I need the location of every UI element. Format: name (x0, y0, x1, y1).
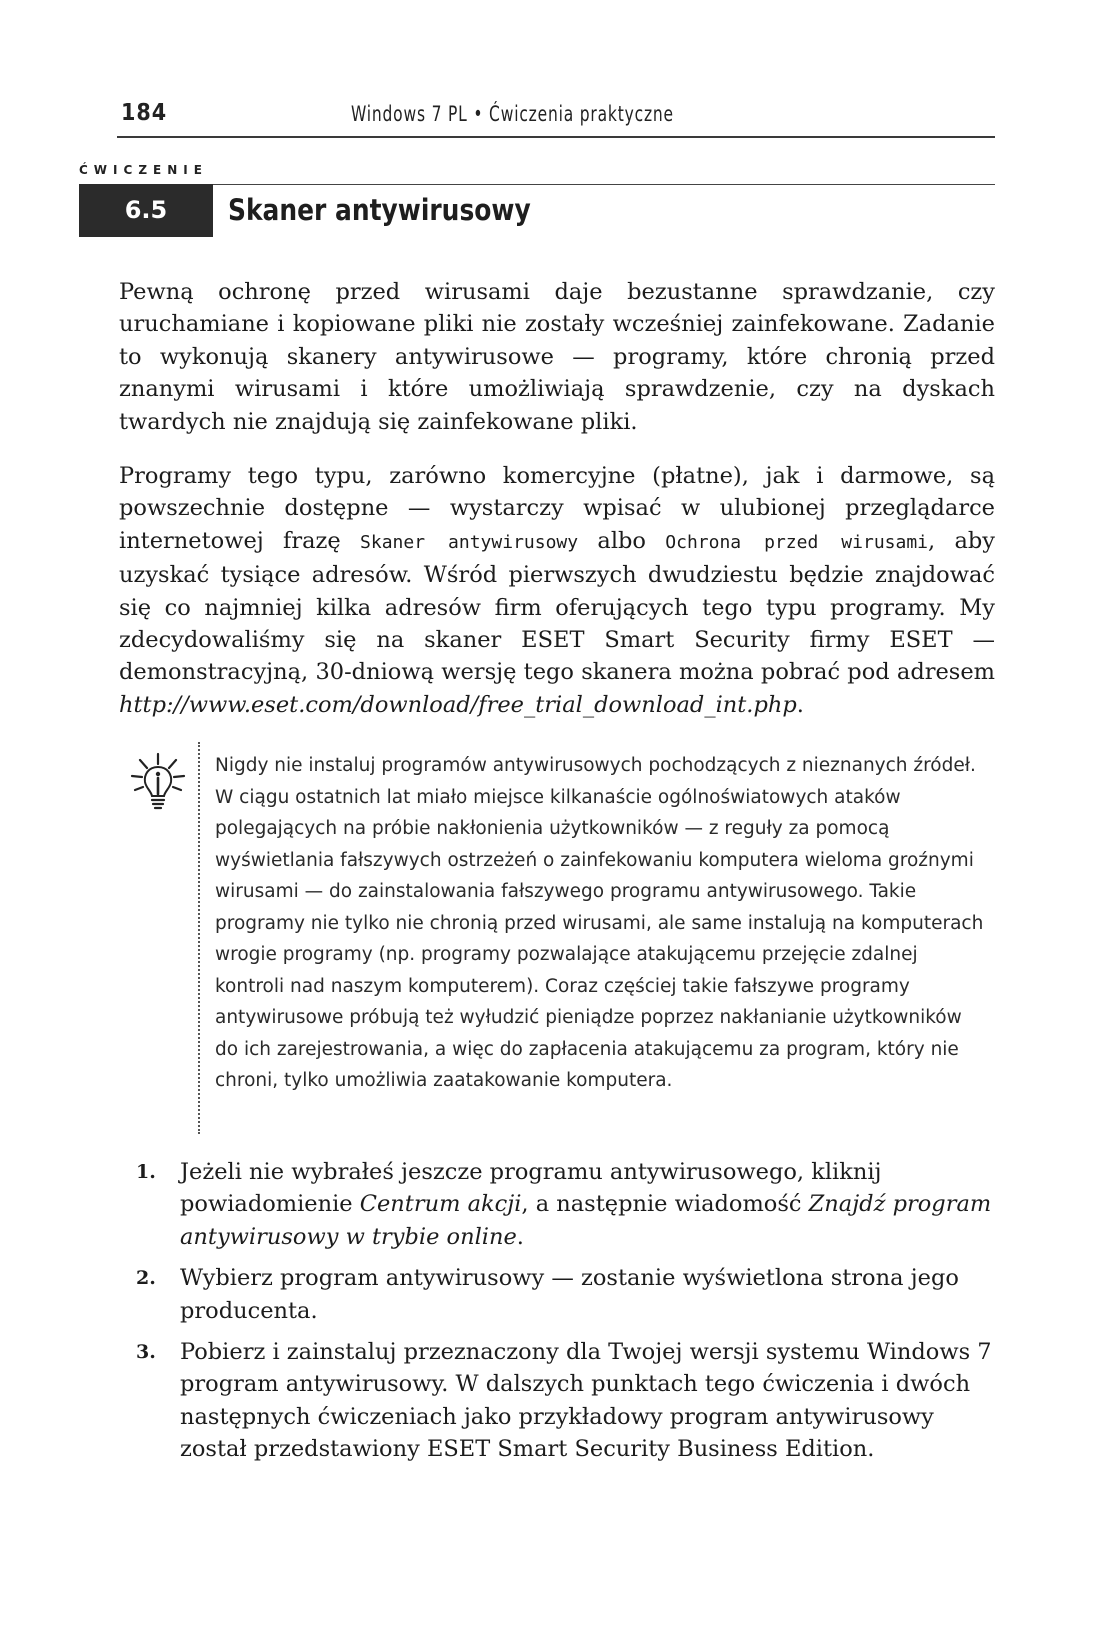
tip-divider (198, 742, 200, 1134)
exercise-divider (79, 184, 995, 185)
intro-paragraph: Pewną ochronę przed wirusami daje bezustanne sprawdzanie, czy uruchamiane i kopiowane pliki nie zostały wcześniej zainfekowane. Zadanie to wykonują skanery antywirusowe — programy, które chronią przed znanymi wirusami i które umożliwiają sprawdzenie, czy na dyskach twardych nie znajdują się zainfekowane pliki. (119, 279, 995, 435)
tip-text: Nigdy nie instaluj programów antywirusowych pochodzących z nieznanych źródeł. W ciągu ostatnich lat miało miejsce kilkanaście ogólnoświatowych ataków polegających na próbie nakłonienia użytkowników — z reguły za pomocą wyświetlania fałszywych ostrzeżeń o zainfekowaniu komputera wieloma groźnymi wirusami — do zainstalowania fałszywego programu antywirusowego. Takie programy nie tylko nie chronią przed wirusami, ale same instalują na komputerach wrogie programy (np. programy pozwalające atakującemu przejęcie zdalnej kontroli nad naszym komputerem). Coraz częściej takie fałszywe programy antywirusowe próbują też wyłudzić pieniądze poprzez nakłanianie użytkowników do ich zarejestrowania, a więc do zapłacenia atakującemu za program, który nie chroni, tylko umożliwia zaatakowanie komputera. (215, 755, 984, 1091)
list-item (136, 1156, 996, 1253)
list-item-number: 2. (136, 1267, 156, 1290)
steps-list (136, 1156, 996, 1475)
search-phrase-1: Skaner antywirusowy (360, 531, 579, 553)
running-title: Windows 7 PL • Ćwiczenia praktyczne (351, 102, 674, 126)
list-item-number: 1. (136, 1161, 156, 1183)
exercise-number: 6.5 (124, 196, 168, 224)
list-item (136, 1336, 996, 1466)
exercise-number-box (79, 184, 213, 237)
step-text: Jeżeli nie wybrałeś jeszcze programu antywirusowego, kliknij powiadomienie (180, 1159, 882, 1218)
step-emphasis: Znajdź program antywirusowy w trybie online (180, 1191, 992, 1250)
step-emphasis: Centrum akcji (359, 1191, 522, 1218)
list-item-number: 3. (136, 1341, 156, 1364)
programs-text-4: . (796, 691, 804, 718)
page-number: 184 (121, 100, 168, 126)
exercise-title: Skaner antywirusowy (228, 193, 531, 227)
step-text: Wybierz program antywirusowy — zostanie wyświetlona strona jego producenta. (180, 1265, 959, 1324)
step-text: Pobierz i zainstaluj przeznaczony dla Twojej wersji systemu Windows 7 program antywirusowy. W dalszych punktach tego ćwiczenia i dwóch następnych ćwiczeniach jako przykładowy program antywirusowy został przedstawiony ESET Smart Security Business Edition. (180, 1339, 992, 1463)
list-item (136, 1262, 996, 1327)
programs-paragraph (119, 460, 995, 721)
programs-text-2: albo (578, 527, 666, 554)
step-text: . (516, 1223, 524, 1250)
programs-text-3: , aby uzyskać tysiące adresów. Wśród pierwszych dwudziestu będzie znajdować się co najmniej kilka adresów firm oferujących tego typu programy. My zdecydowaliśmy się na skaner ESET Smart Security firmy ESET — demonstracyjną, 30-dniową wersję tego skanera można pobrać pod adresem (119, 527, 996, 686)
lightbulb-icon (130, 752, 186, 814)
exercise-label: ĆWICZENIE (79, 163, 208, 177)
page-header (117, 96, 995, 138)
download-url: http://www.eset.com/download/free_trial_download_int.php (119, 691, 797, 718)
step-text: , a następnie wiadomość (521, 1191, 809, 1218)
programs-text-1: Programy tego typu, zarówno komercyjne (płatne), jak i darmowe, są powszechnie dostępne — wystarczy wpisać w ulubionej przeglądarce internetowej frazę (119, 463, 995, 554)
search-phrase-2: Ochrona przed wirusami (665, 531, 929, 553)
